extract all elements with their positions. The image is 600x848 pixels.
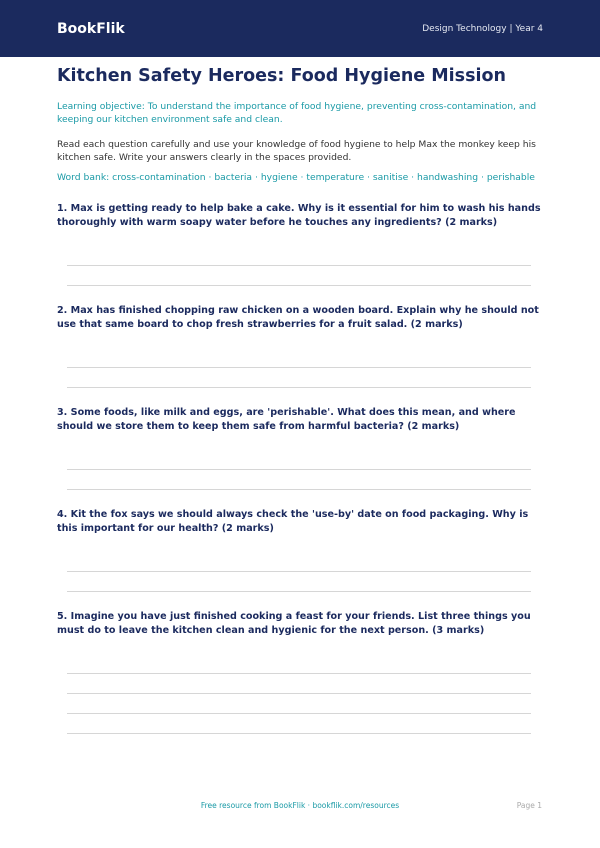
header-bar bbox=[0, 0, 600, 57]
answer-line[interactable] bbox=[67, 693, 531, 694]
learning-objective: Learning objective: To understand the importance of food hygiene, preventing cross-contamination, and keeping our kitchen environment safe and clean. bbox=[57, 101, 537, 125]
brand-logo[interactable]: BookFlik bbox=[57, 20, 125, 37]
question-4: 4. Kit the fox says we should always check the 'use-by' date on food packaging. Why is this important for our health? (2 marks) bbox=[57, 509, 529, 534]
answer-line[interactable] bbox=[67, 489, 531, 490]
instructions-text: Read each question carefully and use your knowledge of food hygiene to help Max the monkey keep his kitchen safe. Write your answers clearly in the spaces provided. bbox=[57, 139, 536, 163]
answer-line[interactable] bbox=[67, 733, 531, 734]
answer-line[interactable] bbox=[67, 571, 531, 572]
answer-line[interactable] bbox=[67, 713, 531, 714]
answer-line[interactable] bbox=[67, 367, 531, 368]
answer-line[interactable] bbox=[67, 673, 531, 674]
answer-line[interactable] bbox=[67, 265, 531, 266]
question-5: 5. Imagine you have just finished cooking a feast for your friends. List three things you must do to leave the kitchen clean and hygienic for the next person. (3 marks) bbox=[57, 611, 531, 636]
footer-resource-link[interactable]: Free resource from BookFlik · bookflik.com/resources bbox=[200, 801, 400, 810]
question-2: 2. Max has finished chopping raw chicken on a wooden board. Explain why he should not use that same board to chop fresh strawberries for a fruit salad. (2 marks) bbox=[57, 305, 539, 330]
question-1: 1. Max is getting ready to help bake a cake. Why is it essential for him to wash his hands thoroughly with warm soapy water before he touches any ingredients? (2 marks) bbox=[57, 203, 541, 228]
word-bank: Word bank: cross-contamination · bacteria · hygiene · temperature · sanitise · handwashing · perishable bbox=[57, 172, 535, 183]
answer-line[interactable] bbox=[67, 387, 531, 388]
answer-line[interactable] bbox=[67, 469, 531, 470]
page-number: Page 1 bbox=[516, 801, 542, 810]
page-title: Kitchen Safety Heroes: Food Hygiene Mission bbox=[57, 66, 506, 86]
answer-line[interactable] bbox=[67, 591, 531, 592]
subject-label: Design Technology | Year 4 bbox=[422, 23, 543, 34]
answer-line[interactable] bbox=[67, 285, 531, 286]
question-3: 3. Some foods, like milk and eggs, are 'perishable'. What does this mean, and where should we store them to keep them safe from harmful bacteria? (2 marks) bbox=[57, 407, 516, 432]
